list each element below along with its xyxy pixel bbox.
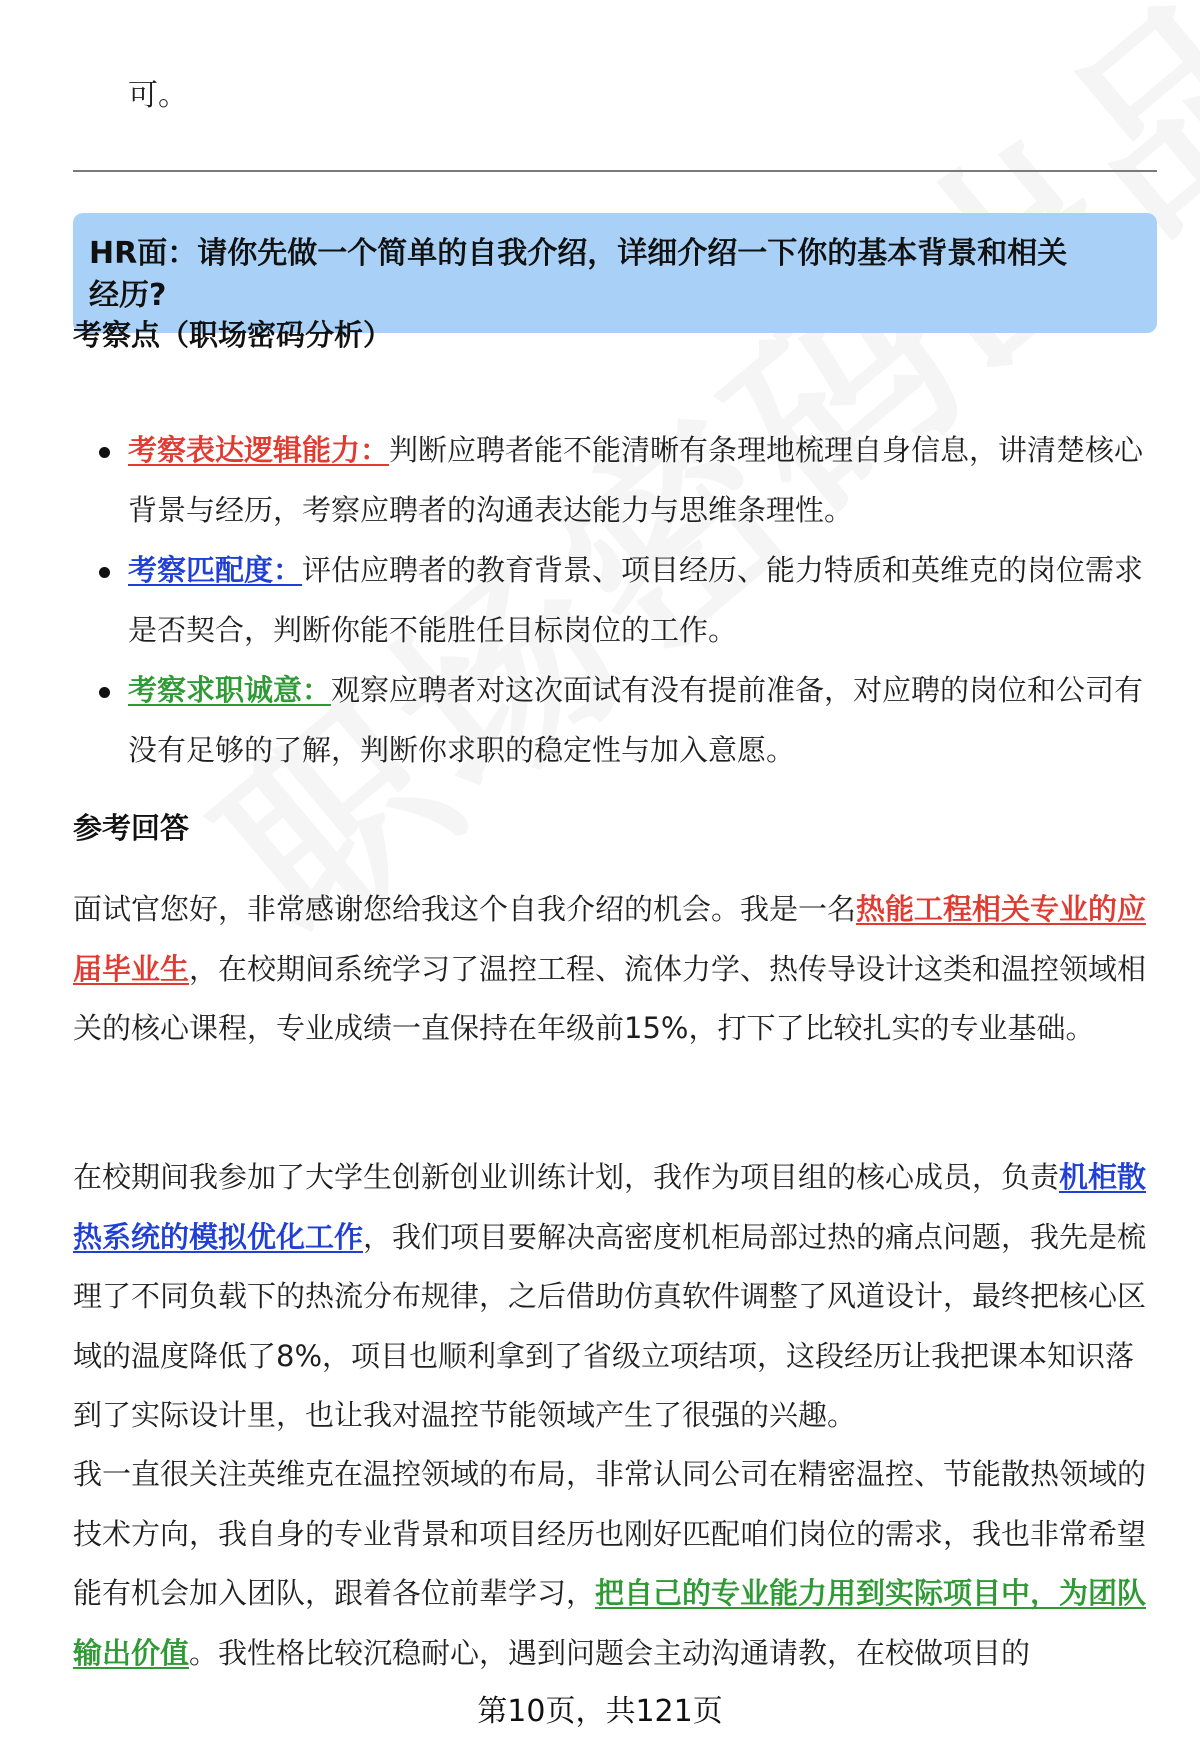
answer-text: 在校期间我参加了大学生创新创业训练计划，我作为项目组的核心成员，负责: [73, 1160, 1060, 1194]
bullet-icon: [99, 447, 110, 458]
list-item: [73, 660, 1157, 780]
page-number: 第10页，共121页: [477, 1694, 723, 1729]
section-title-answer: 参考回答: [73, 811, 190, 845]
answer-paragraph-2: [73, 1148, 1157, 1446]
answer-highlight-red: 热能工程相关专业的应届毕业生: [73, 892, 1147, 986]
list-item: [73, 540, 1157, 660]
point-text: 观察应聘者对这次面试有没有提前准备，对应聘的岗位和公司有没有足够的了解，判断你求职的稳定性与加入意愿。: [128, 673, 1144, 767]
answer-highlight-blue: 机柜散热系统的模拟优化工作: [73, 1160, 1147, 1254]
point-keyword-sincerity: 考察求职诚意：: [128, 673, 332, 707]
point-text: 评估应聘者的教育背景、项目经历、能力特质和英维克的岗位需求是否契合，判断你能不能胜任目标岗位的工作。: [128, 553, 1144, 647]
bullet-icon: [99, 687, 110, 698]
answer-text: 我一直很关注英维克在温控领域的布局，非常认同公司在精密温控、节能散热领域的技术方向，我自身的专业背景和项目经历也刚好匹配咱们岗位的需求，我也非常希望能有机会加入团队，跟着各位前辈学习，: [73, 1457, 1147, 1610]
answer-text: ，在校期间系统学习了温控工程、流体力学、热传导设计这类和温控领域相关的核心课程，专业成绩一直保持在年级前15%，打下了比较扎实的专业基础。: [73, 951, 1147, 1045]
points-list: [73, 420, 1157, 780]
point-text: 判断应聘者能不能清晰有条理地梳理自身信息，讲清楚核心背景与经历，考察应聘者的沟通表达能力与思维条理性。: [128, 433, 1144, 527]
horizontal-rule: [73, 170, 1157, 172]
answer-text: 。我性格比较沉稳耐心，遇到问题会主动沟通请教，在校做项目的: [189, 1635, 1031, 1670]
answer-text: ，我们项目要解决高密度机柜局部过热的痛点问题，我先是梳理了不同负载下的热流分布规律，之后借助仿真软件调整了风道设计，最终把核心区域的温度降低了8%，项目也顺利拿到了省级立项结项，这段经历让我把课本知识落到了实际设计里，也让我对温控节能领域产生了很强的兴趣。: [73, 1219, 1147, 1432]
bullet-icon: [99, 567, 110, 578]
section-title-points: 考察点（职场密码分析）: [73, 318, 393, 352]
point-keyword-logic: 考察表达逻辑能力：: [128, 433, 390, 467]
answer-paragraph-3: [73, 1445, 1157, 1683]
carryover-text: 可。: [128, 78, 188, 113]
answer-highlight-green: 把自己的专业能力用到实际项目中，为团队输出价值: [73, 1576, 1147, 1670]
answer-paragraph-1: [73, 880, 1157, 1059]
answer-text: 面试官您好，非常感谢您给我这个自我介绍的机会。我是一名: [73, 892, 857, 926]
point-keyword-match: 考察匹配度：: [128, 553, 303, 587]
list-item: [73, 420, 1157, 540]
question-text: HR面：请你先做一个简单的自我介绍，详细介绍一下你的基本背景和相关经历?: [89, 236, 1068, 313]
